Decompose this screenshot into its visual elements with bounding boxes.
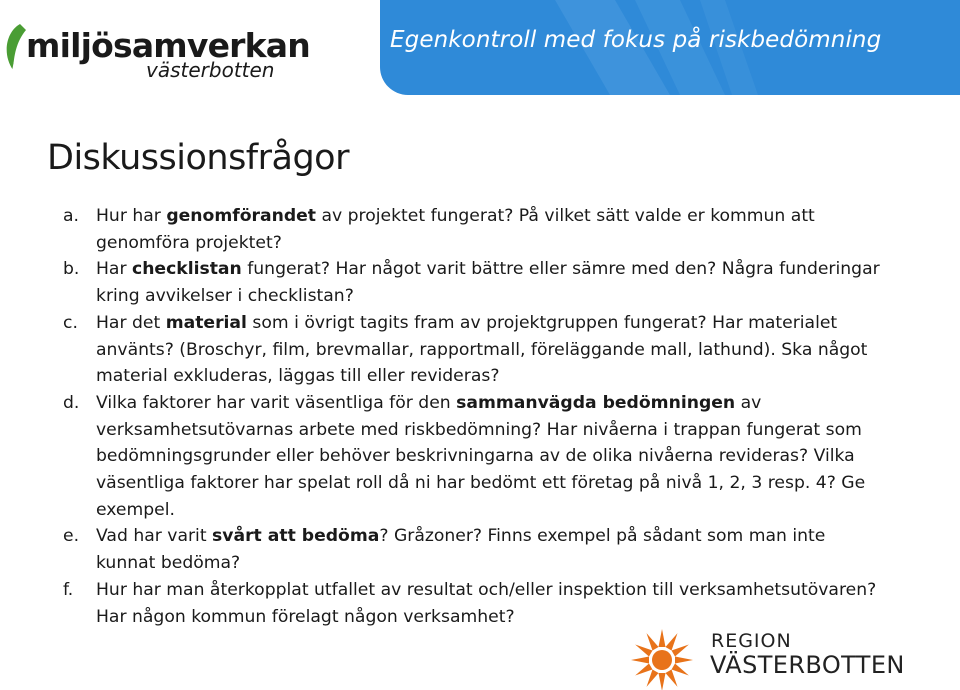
question-item-e [63,523,883,576]
header-title: Egenkontroll med fokus på riskbedömning [390,27,882,53]
question-letter: e. [63,526,80,547]
question-item-a [63,203,883,256]
logo-subtitle: västerbotten [146,58,275,82]
header-banner [380,0,960,95]
page-title: Diskussionsfrågor [47,138,349,178]
question-text: Har checklistan fungerat? Har något varit bättre eller sämre med den? Några funderingar kring avvikelser i checklistan? [96,259,880,307]
question-letter: c. [63,312,78,333]
region-logo-line2: VÄSTERBOTTEN [710,651,905,679]
question-letter: d. [63,392,80,413]
logo-name: miljösamverkan [26,26,310,65]
question-letter: f. [63,579,74,600]
question-text: Hur har man återkopplat utfallet av resultat och/eller inspektion till verksamhetsutövaren? Har någon kommun förelagt någon verksamhet? [96,579,877,627]
question-text: Hur har genomförandet av projektet fungerat? På vilket sätt valde er kommun att genomföra projektet? [96,206,815,253]
question-text: Vad har varit svårt att bedöma? Gråzoner? Finns exempel på sådant som man inte kunnat bedöma? [96,526,826,574]
question-letter: b. [63,259,80,280]
region-logo-line1: REGION [711,630,792,652]
question-text: Har det material som i övrigt tagits fram av projektgruppen fungerat? Har materialet använts? (Broschyr, film, brevmallar, rapportmall, föreläggande mall, lathund). Ska något material exkluderas, läggas till eller revideras? [96,312,868,387]
question-item-b [63,256,883,309]
question-item-c [63,310,883,390]
miljosamverkan-logo [4,20,310,82]
question-letter: a. [63,206,79,226]
sun-icon [626,622,704,690]
question-item-d [63,390,883,524]
question-text: Vilka faktorer har varit väsentliga för den sammanvägda bedömningen av verksamhetsutövarnas arbete med riskbedömning? Har nivåerna i trappan fungerat som bedömningsgrunder eller behöver beskrivningarna av de olika nivåerna revideras? Vilka väsentliga faktorer har spelat roll då ni har bedömt ett företag på nivå 1, 2, 3 resp. 4? Ge exempel. [96,392,866,520]
region-vasterbotten-logo [626,622,926,690]
question-list [63,203,883,630]
